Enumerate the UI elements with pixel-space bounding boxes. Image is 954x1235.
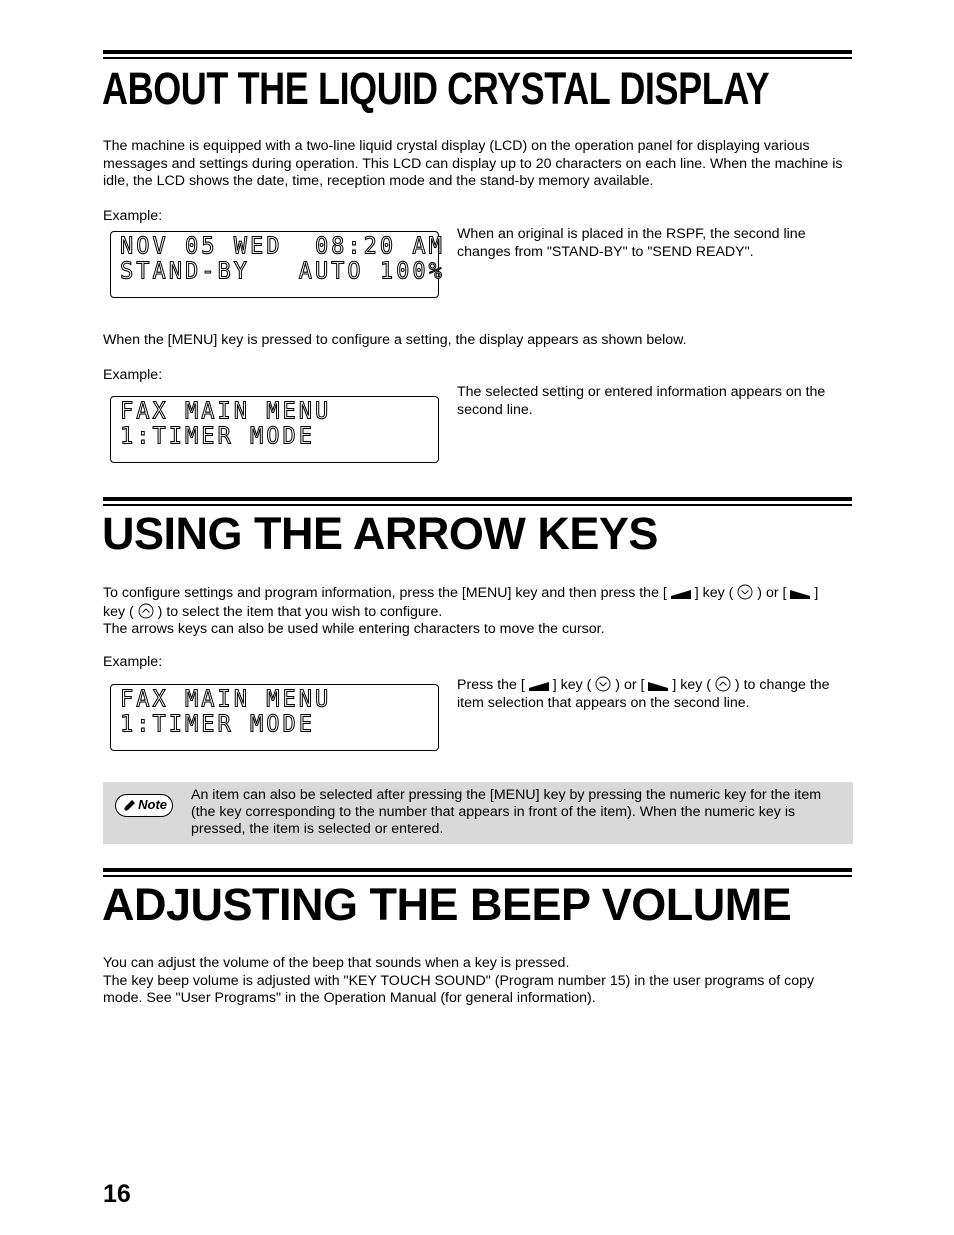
lcd-line-1: FAX MAIN MENU bbox=[120, 686, 332, 713]
lcd-line-2: STAND-BY AUTO 100% bbox=[120, 258, 445, 285]
lcd-display-example-2 bbox=[110, 396, 439, 463]
beep-volume-paragraph: You can adjust the volume of the beep that sounds when a key is pressed. The key beep volume is adjusted with "KEY TOUCH SOUND" (Program number 15) in the user programs of copy mode. See "User Programs" in the Operation Manual (for general information). bbox=[103, 955, 815, 1007]
lcd-line-2: 1:TIMER MODE bbox=[120, 711, 315, 738]
section-rule-top bbox=[103, 50, 852, 54]
example-1-note: When an original is placed in the RSPF, the second line changes from "STAND-BY" to "SEND READY". bbox=[457, 226, 806, 260]
up-circle-icon bbox=[138, 603, 154, 619]
note-badge: Note bbox=[115, 794, 173, 817]
heading-lcd: ABOUT THE LIQUID CRYSTAL DISPLAY bbox=[102, 63, 770, 114]
intro-paragraph: The machine is equipped with a two-line liquid crystal display (LCD) on the operation panel for displaying various messages and settings during operation. This LCD can display up to 20 characters on each line. When the machine is idle, the LCD shows the date, time, reception mode and the stand-by memory available. bbox=[103, 138, 843, 190]
pencil-icon bbox=[121, 798, 137, 814]
lcd-line-1: FAX MAIN MENU bbox=[120, 398, 332, 425]
up-circle-icon bbox=[715, 676, 731, 692]
menu-paragraph: When the [MENU] key is pressed to configure a setting, the display appears as shown below. bbox=[103, 332, 687, 348]
section-rule-top bbox=[103, 497, 852, 501]
left-arrow-key-icon bbox=[529, 680, 549, 692]
example-label: Example: bbox=[103, 208, 163, 224]
page-number: 16 bbox=[103, 1180, 131, 1208]
right-arrow-key-icon bbox=[648, 680, 668, 692]
right-arrow-key-icon bbox=[790, 588, 810, 600]
section-rule-bottom bbox=[103, 875, 852, 877]
lcd-display-example-3 bbox=[110, 684, 439, 751]
note-text: An item can also be selected after pressing the [MENU] key by pressing the numeric key for the item (the key corresponding to the number that appears in front of the item). When the numeric key is pressed, the item is selected or entered. bbox=[191, 787, 822, 838]
section-rule-bottom bbox=[103, 504, 852, 506]
note-box bbox=[103, 782, 853, 844]
left-arrow-key-icon bbox=[671, 588, 691, 600]
heading-arrow-keys: USING THE ARROW KEYS bbox=[102, 508, 658, 559]
section-rule-bottom bbox=[103, 57, 852, 59]
example-2-label: Example: bbox=[103, 367, 163, 383]
arrow-keys-paragraph: To configure settings and program information, press the [MENU] key and then press the [ ] key ( ) or [ ] key ( ) to select the item that you wish to configure. The arrows keys can also be used while entering characters to move the cursor. bbox=[103, 585, 819, 638]
section-rule-top bbox=[103, 868, 852, 872]
example-3-note: Press the [ ] key ( ) or [ ] key ( ) to change the item selection that appears on the second line. bbox=[457, 677, 830, 711]
example-2-note: The selected setting or entered information appears on the second line. bbox=[457, 384, 826, 418]
lcd-display-example-1 bbox=[110, 231, 445, 298]
down-circle-icon bbox=[737, 584, 753, 600]
heading-beep-volume: ADJUSTING THE BEEP VOLUME bbox=[102, 879, 792, 930]
lcd-line-1: NOV 05 WED 08:20 AM bbox=[120, 233, 445, 260]
down-circle-icon bbox=[595, 676, 611, 692]
example-3-label: Example: bbox=[103, 654, 163, 670]
lcd-line-2: 1:TIMER MODE bbox=[120, 423, 315, 450]
